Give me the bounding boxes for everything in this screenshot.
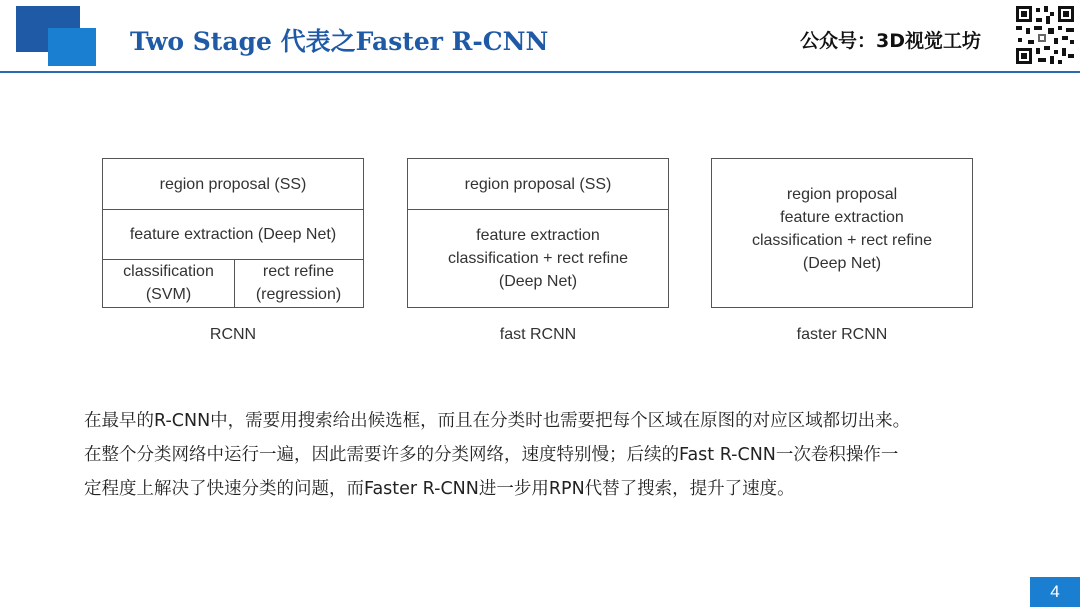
fast-rcnn-region-proposal: region proposal (SS)	[464, 175, 612, 193]
faster-rcnn-caption: faster RCNN	[796, 326, 888, 343]
account-label: 公众号：3D视觉工坊	[800, 30, 981, 52]
rcnn-caption: RCNN	[209, 326, 257, 343]
fast-rcnn-deep-net: feature extraction classification + rect refine (Deep Net)	[447, 226, 629, 290]
description-paragraph	[84, 404, 1044, 506]
rcnn-feature-extraction: feature extraction (Deep Net)	[129, 225, 337, 243]
description-line: 定程度上解决了快速分类的问题，而Faster R-CNN进一步用RPN代替了搜索，提升了速度。	[84, 479, 795, 499]
description-line: 在最早的R-CNN中，需要用搜索给出候选框，而且在分类时也需要把每个区域在原图的对应区域都切出来。	[84, 411, 911, 431]
fast-rcnn-caption: fast RCNN	[499, 326, 577, 343]
faster-rcnn-diagram	[711, 158, 973, 308]
fast-rcnn-diagram	[407, 158, 669, 308]
rcnn-diagram	[102, 158, 364, 308]
slide-title: Two Stage 代表之Faster R-CNN	[130, 27, 549, 56]
faster-rcnn-deep-net: region proposal feature extraction classification + rect refine (Deep Net)	[751, 186, 933, 272]
rcnn-rect-refine: rect refine (regression)	[255, 263, 342, 303]
qr-code-icon	[1014, 4, 1076, 66]
rcnn-classification: classification (SVM)	[123, 263, 214, 303]
description-line: 在整个分类网络中运行一遍，因此需要许多的分类网络，速度特别慢；后续的Fast R-CNN一次卷积操作一	[84, 445, 899, 465]
logo-square-light	[48, 28, 96, 66]
page-number: 4	[1030, 577, 1080, 607]
header-divider	[0, 71, 1080, 73]
rcnn-region-proposal: region proposal (SS)	[159, 175, 307, 193]
